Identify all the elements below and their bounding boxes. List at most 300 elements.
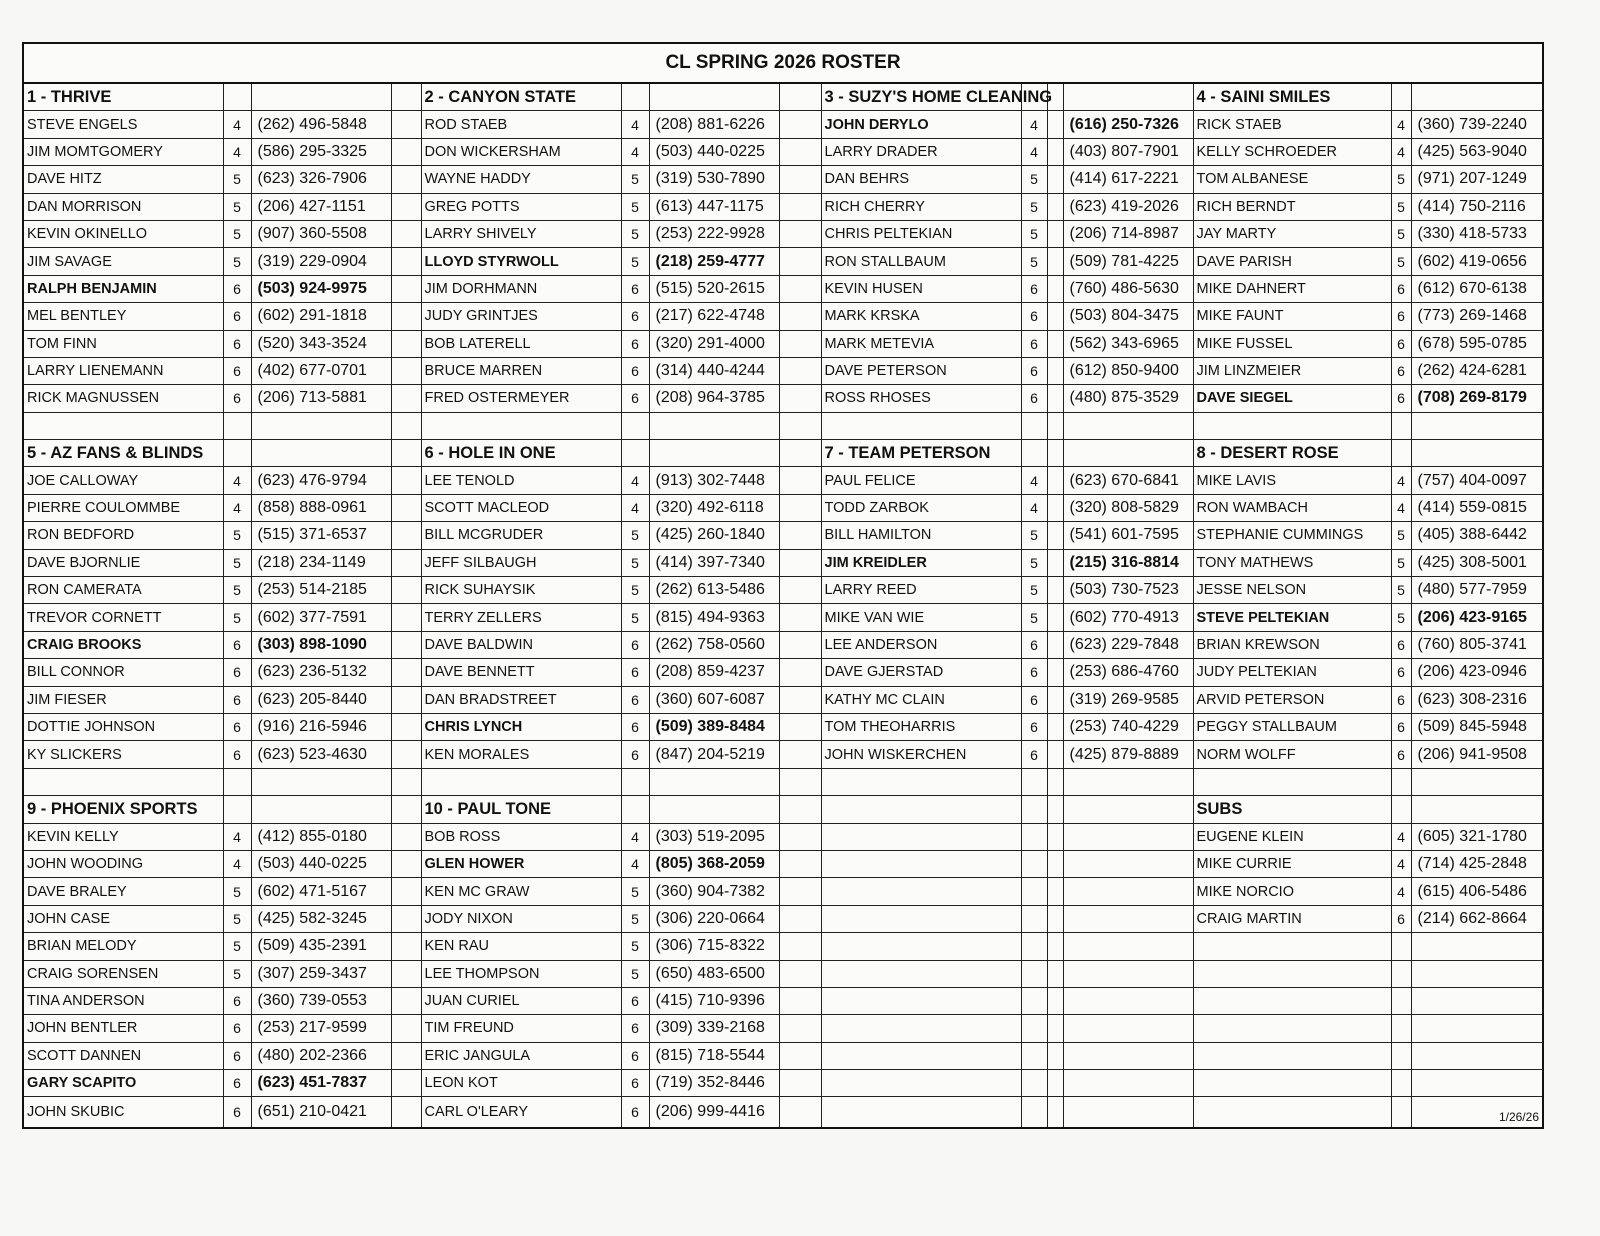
player-level: 5 (1391, 604, 1411, 631)
player-row (24, 385, 1542, 412)
player-row (24, 330, 1542, 357)
empty-cell (621, 412, 649, 439)
separator-row (24, 412, 1542, 439)
player-level: 6 (1391, 686, 1411, 713)
spacer-cell (779, 1097, 821, 1127)
player-phone: (414) 750-2116 (1411, 193, 1542, 220)
player-phone: (206) 941-9508 (1411, 741, 1542, 768)
player-name: TINA ANDERSON (24, 987, 223, 1014)
player-name: GARY SCAPITO (24, 1070, 223, 1097)
player-phone: (253) 740-4229 (1063, 713, 1193, 740)
empty-cell (251, 440, 391, 467)
spacer-cell (1047, 960, 1063, 987)
player-name: LEE ANDERSON (821, 631, 1021, 658)
spacer-cell (391, 604, 421, 631)
player-level: 4 (621, 467, 649, 494)
player-phone: (613) 447-1175 (649, 193, 779, 220)
spacer-cell (779, 220, 821, 247)
player-phone: (815) 718-5544 (649, 1042, 779, 1069)
player-phone: (773) 269-1468 (1411, 303, 1542, 330)
empty-cell (24, 412, 223, 439)
player-name: DAVE BRALEY (24, 878, 223, 905)
player-level: 5 (621, 878, 649, 905)
empty-cell (1063, 84, 1193, 111)
player-phone: (503) 730-7523 (1063, 577, 1193, 604)
spacer-cell (391, 111, 421, 138)
player-phone: (425) 308-5001 (1411, 549, 1542, 576)
player-level: 6 (223, 659, 251, 686)
player-name: MARK METEVIA (821, 330, 1021, 357)
empty-cell (821, 933, 1021, 960)
player-level: 6 (621, 357, 649, 384)
empty-cell (779, 796, 821, 823)
player-name: JUDY GRINTJES (421, 303, 621, 330)
player-name: RICK MAGNUSSEN (24, 385, 223, 412)
player-level: 4 (621, 823, 649, 850)
spacer-cell (779, 494, 821, 521)
player-phone: (262) 613-5486 (649, 577, 779, 604)
player-phone: (425) 563-9040 (1411, 138, 1542, 165)
empty-cell (1021, 1070, 1047, 1097)
roster-sheet (22, 42, 1544, 1129)
player-phone: (520) 343-3524 (251, 330, 391, 357)
empty-cell (821, 412, 1021, 439)
empty-cell (1021, 933, 1047, 960)
player-phone: (253) 217-9599 (251, 1015, 391, 1042)
empty-cell (821, 1070, 1021, 1097)
spacer-cell (779, 604, 821, 631)
player-name: GLEN HOWER (421, 850, 621, 877)
empty-cell (1063, 905, 1193, 932)
empty-cell (223, 796, 251, 823)
player-level: 6 (621, 1042, 649, 1069)
spacer-cell (779, 823, 821, 850)
player-name: MIKE VAN WIE (821, 604, 1021, 631)
player-row (24, 1015, 1542, 1042)
spacer-cell (391, 549, 421, 576)
player-level: 5 (223, 166, 251, 193)
player-name: JUDY PELTEKIAN (1193, 659, 1391, 686)
player-level: 5 (621, 549, 649, 576)
player-level: 6 (223, 357, 251, 384)
player-name: KEN MC GRAW (421, 878, 621, 905)
empty-cell (779, 768, 821, 795)
player-phone: (218) 259-4777 (649, 248, 779, 275)
empty-cell (1063, 850, 1193, 877)
player-level: 4 (621, 111, 649, 138)
player-name: RON STALLBAUM (821, 248, 1021, 275)
player-row (24, 713, 1542, 740)
empty-cell (821, 878, 1021, 905)
spacer-cell (1047, 1015, 1063, 1042)
player-row (24, 987, 1542, 1014)
empty-cell (1021, 960, 1047, 987)
player-phone: (319) 229-0904 (251, 248, 391, 275)
empty-cell (649, 796, 779, 823)
player-phone: (907) 360-5508 (251, 220, 391, 247)
spacer-cell (779, 303, 821, 330)
player-phone: (253) 686-4760 (1063, 659, 1193, 686)
player-row (24, 138, 1542, 165)
spacer-cell (1047, 1070, 1063, 1097)
empty-cell (621, 440, 649, 467)
player-phone: (612) 670-6138 (1411, 275, 1542, 302)
player-name: JOHN WOODING (24, 850, 223, 877)
player-row (24, 248, 1542, 275)
player-level: 4 (223, 111, 251, 138)
player-phone: (509) 389-8484 (649, 713, 779, 740)
empty-cell (1193, 412, 1391, 439)
team-name: 1 - THRIVE (24, 84, 223, 111)
empty-cell (1021, 905, 1047, 932)
player-level: 6 (621, 713, 649, 740)
empty-cell (779, 84, 821, 111)
spacer-cell (391, 166, 421, 193)
spacer-cell (391, 248, 421, 275)
empty-cell (1063, 412, 1193, 439)
player-name: DAVE BJORNLIE (24, 549, 223, 576)
spacer-cell (1047, 933, 1063, 960)
player-phone: (515) 520-2615 (649, 275, 779, 302)
player-phone: (858) 888-0961 (251, 494, 391, 521)
player-name: JUAN CURIEL (421, 987, 621, 1014)
spacer-cell (779, 166, 821, 193)
player-phone: (509) 781-4225 (1063, 248, 1193, 275)
spacer-cell (391, 960, 421, 987)
player-level: 5 (621, 220, 649, 247)
player-phone: (414) 559-0815 (1411, 494, 1542, 521)
player-level: 6 (1021, 741, 1047, 768)
player-name: KEN MORALES (421, 741, 621, 768)
spacer-cell (391, 987, 421, 1014)
player-name: DOTTIE JOHNSON (24, 713, 223, 740)
player-phone: (306) 220-0664 (649, 905, 779, 932)
player-name: KY SLICKERS (24, 741, 223, 768)
player-phone: (605) 321-1780 (1411, 823, 1542, 850)
player-level: 6 (223, 713, 251, 740)
player-name: MIKE NORCIO (1193, 878, 1391, 905)
player-name: LARRY REED (821, 577, 1021, 604)
player-name: CRAIG SORENSEN (24, 960, 223, 987)
player-level: 4 (621, 494, 649, 521)
player-name: DAN BRADSTREET (421, 686, 621, 713)
spacer-cell (1047, 549, 1063, 576)
player-name: KEVIN HUSEN (821, 275, 1021, 302)
empty-cell (1021, 796, 1047, 823)
player-name: KEN RAU (421, 933, 621, 960)
empty-cell (1411, 1042, 1542, 1069)
player-phone: (586) 295-3325 (251, 138, 391, 165)
player-level: 6 (223, 741, 251, 768)
player-level: 5 (223, 905, 251, 932)
player-level: 6 (223, 275, 251, 302)
player-level: 6 (223, 303, 251, 330)
player-name: LEE THOMPSON (421, 960, 621, 987)
player-level: 6 (621, 741, 649, 768)
spacer-cell (1047, 987, 1063, 1014)
spacer-cell (1047, 193, 1063, 220)
player-level: 5 (1391, 522, 1411, 549)
spacer-cell (1047, 385, 1063, 412)
empty-cell (1193, 933, 1391, 960)
spacer-cell (391, 522, 421, 549)
player-name: JEFF SILBAUGH (421, 549, 621, 576)
empty-cell (1193, 1042, 1391, 1069)
spacer-cell (779, 275, 821, 302)
spacer-cell (391, 193, 421, 220)
player-phone: (320) 808-5829 (1063, 494, 1193, 521)
player-row (24, 631, 1542, 658)
player-name: LARRY LIENEMANN (24, 357, 223, 384)
player-phone: (360) 739-0553 (251, 987, 391, 1014)
player-level: 5 (1021, 604, 1047, 631)
player-phone: (623) 229-7848 (1063, 631, 1193, 658)
player-level: 5 (1021, 577, 1047, 604)
empty-cell (1391, 768, 1411, 795)
empty-cell (1021, 440, 1047, 467)
spacer-cell (779, 905, 821, 932)
spacer-cell (391, 631, 421, 658)
player-phone: (651) 210-0421 (251, 1097, 391, 1127)
empty-cell (1391, 1070, 1411, 1097)
empty-cell (649, 412, 779, 439)
player-level: 4 (1021, 138, 1047, 165)
player-level: 6 (223, 1097, 251, 1127)
player-name: JOE CALLOWAY (24, 467, 223, 494)
spacer-cell (391, 659, 421, 686)
empty-cell (1391, 796, 1411, 823)
player-phone: (425) 260-1840 (649, 522, 779, 549)
player-level: 6 (223, 1042, 251, 1069)
spacer-cell (779, 248, 821, 275)
team-name: 3 - SUZY'S HOME CLEANING (821, 84, 1021, 111)
player-phone: (314) 440-4244 (649, 357, 779, 384)
spacer-cell (779, 659, 821, 686)
player-name: RON BEDFORD (24, 522, 223, 549)
player-name: RON CAMERATA (24, 577, 223, 604)
empty-cell (1063, 987, 1193, 1014)
player-phone: (303) 519-2095 (649, 823, 779, 850)
player-level: 5 (223, 549, 251, 576)
player-phone: (623) 476-9794 (251, 467, 391, 494)
player-phone: (509) 845-5948 (1411, 713, 1542, 740)
empty-cell (1021, 1015, 1047, 1042)
empty-cell (821, 1015, 1021, 1042)
player-level: 4 (621, 138, 649, 165)
spacer-cell (391, 713, 421, 740)
page-title: CL SPRING 2026 ROSTER (24, 44, 1542, 84)
player-row (24, 604, 1542, 631)
player-phone: (480) 875-3529 (1063, 385, 1193, 412)
empty-cell (1411, 796, 1542, 823)
empty-cell (1411, 768, 1542, 795)
empty-cell (821, 905, 1021, 932)
player-phone: (602) 291-1818 (251, 303, 391, 330)
player-name: JIM MOMTGOMERY (24, 138, 223, 165)
player-name: DAVE PETERSON (821, 357, 1021, 384)
player-phone: (515) 371-6537 (251, 522, 391, 549)
player-phone: (612) 850-9400 (1063, 357, 1193, 384)
player-name: JIM SAVAGE (24, 248, 223, 275)
empty-cell (421, 412, 621, 439)
player-phone: (616) 250-7326 (1063, 111, 1193, 138)
player-level: 6 (1391, 659, 1411, 686)
spacer-cell (779, 741, 821, 768)
player-level: 6 (1391, 631, 1411, 658)
player-level: 4 (621, 850, 649, 877)
player-row (24, 823, 1542, 850)
player-name: DAN BEHRS (821, 166, 1021, 193)
empty-cell (223, 412, 251, 439)
player-name: SCOTT DANNEN (24, 1042, 223, 1069)
player-level: 5 (621, 522, 649, 549)
empty-cell (1063, 1070, 1193, 1097)
player-phone: (719) 352-8446 (649, 1070, 779, 1097)
player-row (24, 1070, 1542, 1097)
team-name (821, 796, 1021, 823)
spacer-cell (1047, 166, 1063, 193)
empty-cell (1193, 1097, 1391, 1127)
player-row (24, 522, 1542, 549)
player-phone: (208) 881-6226 (649, 111, 779, 138)
spacer-cell (391, 1042, 421, 1069)
player-row (24, 659, 1542, 686)
player-name: MIKE LAVIS (1193, 467, 1391, 494)
empty-cell (1193, 960, 1391, 987)
player-name: BILL HAMILTON (821, 522, 1021, 549)
player-name: BILL MCGRUDER (421, 522, 621, 549)
player-phone: (414) 397-7340 (649, 549, 779, 576)
player-name: MIKE DAHNERT (1193, 275, 1391, 302)
player-level: 6 (1391, 357, 1411, 384)
revision-date: 1/26/26 (1411, 1097, 1542, 1127)
player-name: MIKE FUSSEL (1193, 330, 1391, 357)
player-phone: (360) 607-6087 (649, 686, 779, 713)
player-phone: (403) 807-7901 (1063, 138, 1193, 165)
player-name: TERRY ZELLERS (421, 604, 621, 631)
player-phone: (623) 236-5132 (251, 659, 391, 686)
empty-cell (1047, 796, 1063, 823)
player-row (24, 549, 1542, 576)
player-phone: (206) 714-8987 (1063, 220, 1193, 247)
player-name: RICK SUHAYSIK (421, 577, 621, 604)
spacer-cell (391, 494, 421, 521)
spacer-cell (779, 987, 821, 1014)
player-name: JOHN SKUBIC (24, 1097, 223, 1127)
player-level: 6 (621, 659, 649, 686)
player-level: 6 (1021, 659, 1047, 686)
player-name: TOM THEOHARRIS (821, 713, 1021, 740)
player-phone: (623) 308-2316 (1411, 686, 1542, 713)
player-phone: (208) 859-4237 (649, 659, 779, 686)
player-name: BRIAN KREWSON (1193, 631, 1391, 658)
empty-cell (821, 987, 1021, 1014)
player-name: DAVE BENNETT (421, 659, 621, 686)
spacer-cell (1047, 878, 1063, 905)
player-level: 5 (621, 166, 649, 193)
empty-cell (1391, 1097, 1411, 1127)
player-phone: (480) 577-7959 (1411, 577, 1542, 604)
player-phone: (503) 440-0225 (251, 850, 391, 877)
player-level: 6 (223, 987, 251, 1014)
spacer-cell (1047, 741, 1063, 768)
empty-cell (391, 84, 421, 111)
empty-cell (1391, 84, 1411, 111)
spacer-cell (779, 1070, 821, 1097)
player-name: BOB ROSS (421, 823, 621, 850)
player-level: 5 (1391, 248, 1411, 275)
player-phone: (309) 339-2168 (649, 1015, 779, 1042)
player-phone: (262) 496-5848 (251, 111, 391, 138)
spacer-cell (779, 549, 821, 576)
player-name: JODY NIXON (421, 905, 621, 932)
empty-cell (821, 1042, 1021, 1069)
player-phone: (760) 805-3741 (1411, 631, 1542, 658)
player-name: CARL O'LEARY (421, 1097, 621, 1127)
player-level: 4 (223, 850, 251, 877)
player-level: 5 (621, 960, 649, 987)
empty-cell (1021, 850, 1047, 877)
empty-cell (821, 850, 1021, 877)
empty-cell (251, 84, 391, 111)
player-level: 6 (223, 1070, 251, 1097)
player-phone: (971) 207-1249 (1411, 166, 1542, 193)
player-name: NORM WOLFF (1193, 741, 1391, 768)
spacer-cell (391, 823, 421, 850)
player-name: EUGENE KLEIN (1193, 823, 1391, 850)
spacer-cell (779, 1042, 821, 1069)
empty-cell (821, 823, 1021, 850)
spacer-cell (779, 933, 821, 960)
player-phone: (319) 269-9585 (1063, 686, 1193, 713)
player-level: 6 (621, 1097, 649, 1127)
player-name: ERIC JANGULA (421, 1042, 621, 1069)
player-phone: (602) 471-5167 (251, 878, 391, 905)
player-level: 5 (1021, 522, 1047, 549)
empty-cell (1411, 1015, 1542, 1042)
player-name: LEE TENOLD (421, 467, 621, 494)
player-name: JAY MARTY (1193, 220, 1391, 247)
player-phone: (708) 269-8179 (1411, 385, 1542, 412)
player-name: SCOTT MACLEOD (421, 494, 621, 521)
player-name: KELLY SCHROEDER (1193, 138, 1391, 165)
spacer-cell (779, 522, 821, 549)
player-row (24, 111, 1542, 138)
player-name: DAVE GJERSTAD (821, 659, 1021, 686)
empty-cell (24, 768, 223, 795)
player-name: RON WAMBACH (1193, 494, 1391, 521)
empty-cell (223, 84, 251, 111)
empty-cell (251, 796, 391, 823)
player-name: CRAIG MARTIN (1193, 905, 1391, 932)
empty-cell (779, 412, 821, 439)
player-level: 4 (1021, 111, 1047, 138)
player-phone: (217) 622-4748 (649, 303, 779, 330)
empty-cell (1391, 933, 1411, 960)
player-name: STEVE PELTEKIAN (1193, 604, 1391, 631)
player-phone: (916) 216-5946 (251, 713, 391, 740)
player-level: 4 (1021, 467, 1047, 494)
empty-cell (1063, 796, 1193, 823)
player-row (24, 193, 1542, 220)
player-phone: (623) 205-8440 (251, 686, 391, 713)
player-level: 4 (1391, 850, 1411, 877)
player-level: 4 (1391, 823, 1411, 850)
empty-cell (621, 84, 649, 111)
player-level: 5 (1391, 166, 1411, 193)
spacer-cell (391, 1015, 421, 1042)
player-level: 6 (1391, 741, 1411, 768)
